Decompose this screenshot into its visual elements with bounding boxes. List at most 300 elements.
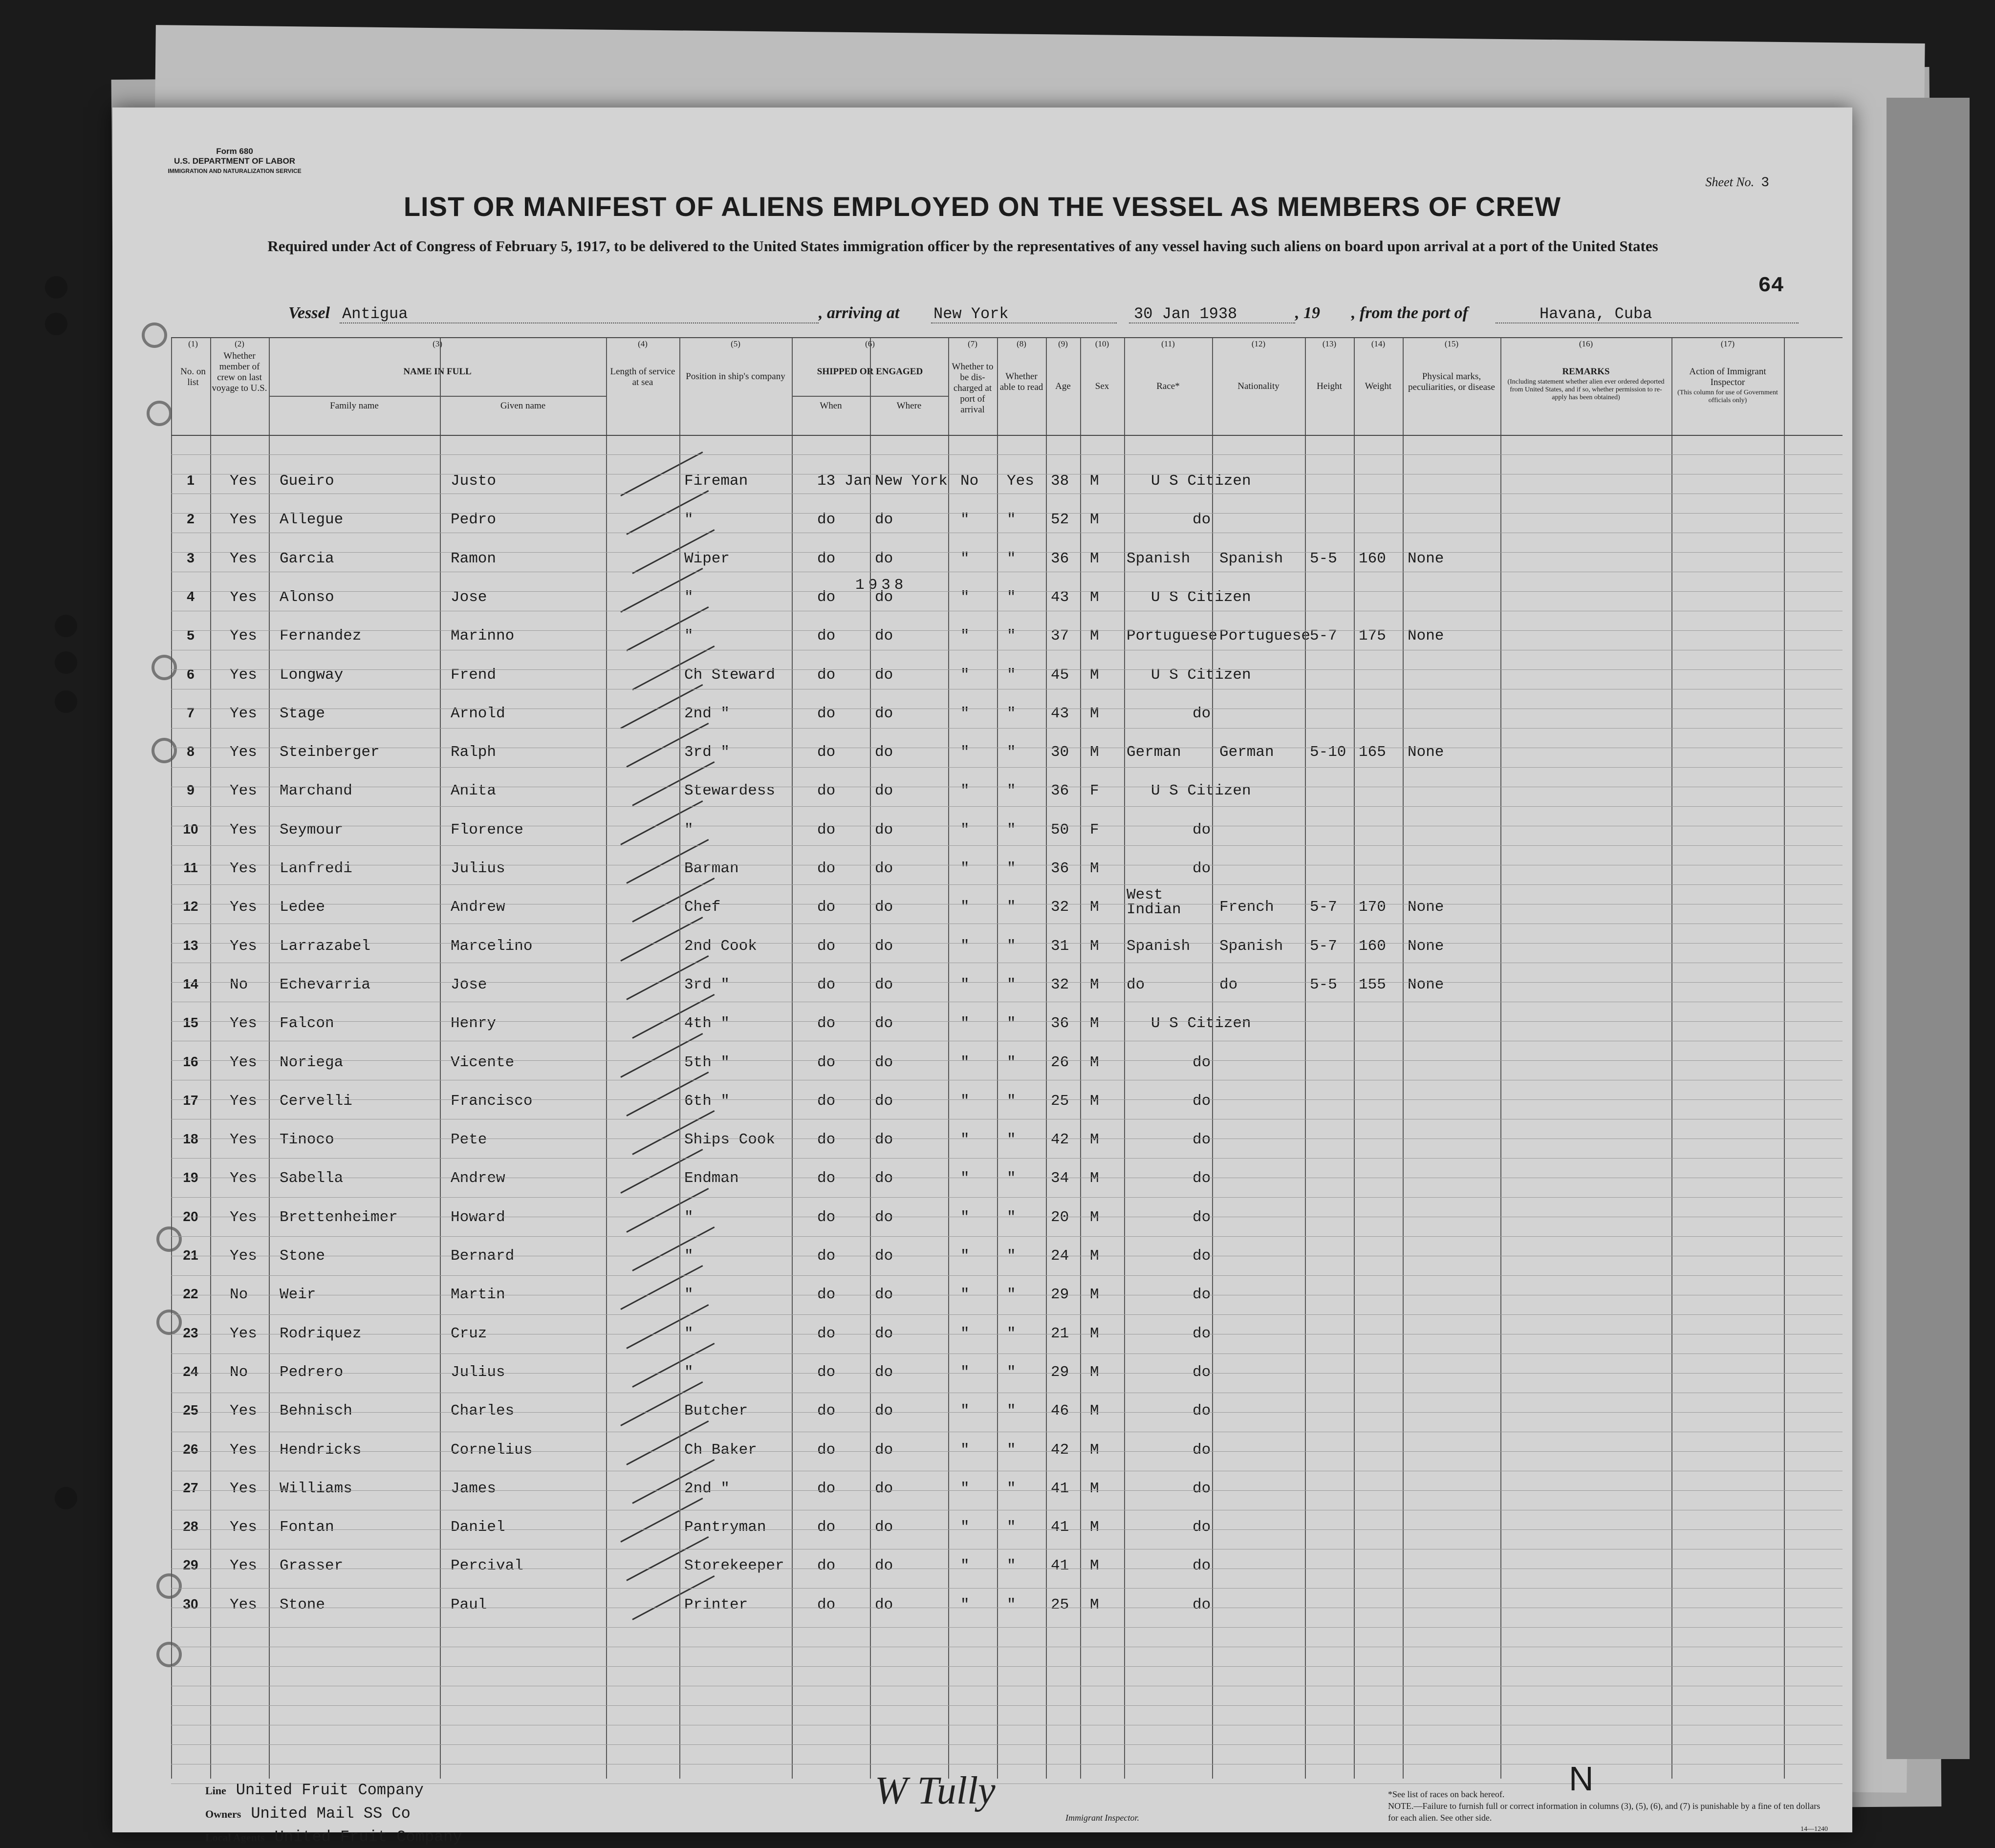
table-row bbox=[171, 1469, 1784, 1508]
cell-race: do bbox=[1193, 1519, 1211, 1536]
cell-family-name: Echevarria bbox=[280, 976, 371, 993]
cell-given-name: Arnold bbox=[451, 705, 505, 722]
cell-sex: M bbox=[1090, 705, 1099, 722]
table-column-rule bbox=[1784, 337, 1785, 1779]
cell-race: do bbox=[1193, 1247, 1211, 1265]
cell-age: 30 bbox=[1051, 744, 1069, 761]
cell-row-number: 29 bbox=[183, 1557, 198, 1573]
cell-shipped-where: do bbox=[875, 1441, 893, 1459]
table-row-rule bbox=[171, 845, 1843, 846]
table-row-rule bbox=[171, 591, 1843, 592]
cell-sex: M bbox=[1090, 860, 1099, 877]
table-row bbox=[171, 694, 1784, 733]
cell-sex: M bbox=[1090, 1170, 1099, 1187]
cell-given-name: Martin bbox=[451, 1286, 505, 1304]
cell-race: do bbox=[1193, 1363, 1211, 1381]
table-row-rule bbox=[171, 630, 1843, 631]
cell-row-number: 13 bbox=[183, 937, 198, 953]
cell-row-number: 30 bbox=[183, 1596, 198, 1612]
cell-family-name: Longway bbox=[280, 666, 344, 684]
cell-shipped-where: do bbox=[875, 1208, 893, 1226]
cell-sex: M bbox=[1090, 588, 1099, 606]
table-row bbox=[171, 1237, 1784, 1276]
cell-weight: 170 bbox=[1359, 899, 1386, 916]
cell-shipped-when: do bbox=[817, 976, 836, 993]
col-num: (12) bbox=[1251, 339, 1266, 348]
cell-sex: M bbox=[1090, 1596, 1099, 1613]
cell-discharged: " bbox=[960, 1519, 970, 1536]
cell-height: 5-7 bbox=[1310, 899, 1337, 916]
table-row bbox=[171, 966, 1784, 1005]
cell-shipped-where: do bbox=[875, 937, 893, 955]
table-row bbox=[171, 733, 1784, 772]
cell-sex: M bbox=[1090, 1402, 1099, 1420]
cell-age: 29 bbox=[1051, 1286, 1069, 1304]
cell-age: 50 bbox=[1051, 821, 1069, 838]
cell-shipped-where: do bbox=[875, 899, 893, 916]
table-row bbox=[171, 1120, 1784, 1160]
table-row-rule bbox=[171, 1666, 1843, 1667]
cell-row-number: 9 bbox=[187, 782, 195, 798]
cell-nationality: do bbox=[1219, 976, 1238, 993]
cell-sex: F bbox=[1090, 782, 1099, 800]
line-label: Line bbox=[205, 1784, 226, 1797]
binder-hole bbox=[45, 313, 67, 335]
manifest-page bbox=[112, 107, 1852, 1846]
cell-position: " bbox=[684, 1325, 694, 1342]
cell-age: 41 bbox=[1051, 1557, 1069, 1575]
cell-able-to-read: Yes bbox=[1007, 473, 1034, 490]
cell-shipped-where: do bbox=[875, 550, 893, 567]
cell-height: 5-5 bbox=[1310, 976, 1337, 993]
cell-shipped-where: do bbox=[875, 627, 893, 645]
cell-shipped-where: do bbox=[875, 1519, 893, 1536]
cell-last-voyage: Yes bbox=[230, 937, 257, 955]
cell-physical-marks: None bbox=[1408, 937, 1444, 955]
cell-age: 36 bbox=[1051, 782, 1069, 800]
cell-shipped-when: do bbox=[817, 1170, 836, 1187]
cell-shipped-when: do bbox=[817, 744, 836, 761]
cell-given-name: Paul bbox=[451, 1596, 487, 1613]
agents-label: Local Agents bbox=[205, 1831, 265, 1844]
cell-given-name: Andrew bbox=[451, 899, 505, 916]
binder-ring bbox=[147, 401, 172, 426]
fill-line bbox=[1129, 322, 1295, 323]
cell-given-name: Bernard bbox=[451, 1247, 515, 1265]
cell-able-to-read: " bbox=[1007, 1480, 1016, 1497]
cell-shipped-when: do bbox=[817, 511, 836, 529]
fill-line bbox=[1496, 322, 1799, 323]
table-row-rule bbox=[171, 884, 1843, 885]
cell-age: 25 bbox=[1051, 1596, 1069, 1613]
cell-discharged: " bbox=[960, 1015, 970, 1032]
cell-shipped-where: do bbox=[875, 1286, 893, 1304]
footer-owners bbox=[205, 1805, 411, 1823]
cell-family-name: Sabella bbox=[280, 1170, 344, 1187]
table-row-rule bbox=[171, 513, 1843, 514]
cell-age: 46 bbox=[1051, 1402, 1069, 1420]
col-num: (11) bbox=[1161, 339, 1175, 348]
cell-last-voyage: Yes bbox=[230, 860, 257, 877]
cell-age: 43 bbox=[1051, 588, 1069, 606]
cell-position: 2nd " bbox=[684, 705, 730, 722]
col-num: (17) bbox=[1720, 339, 1735, 348]
table-column-rule bbox=[1124, 337, 1125, 1779]
cell-sex: M bbox=[1090, 666, 1099, 684]
cell-shipped-where: do bbox=[875, 821, 893, 838]
cell-family-name: Stone bbox=[280, 1247, 325, 1265]
col-num: (4) bbox=[638, 339, 648, 348]
form-identifier bbox=[166, 147, 303, 176]
cell-position: 3rd " bbox=[684, 744, 730, 761]
cell-weight: 155 bbox=[1359, 976, 1386, 993]
cell-last-voyage: Yes bbox=[230, 1480, 257, 1497]
cell-sex: M bbox=[1090, 1325, 1099, 1342]
cell-discharged: " bbox=[960, 550, 970, 567]
cell-height: 5-7 bbox=[1310, 627, 1337, 645]
cell-row-number: 3 bbox=[187, 550, 195, 565]
cell-able-to-read: " bbox=[1007, 1286, 1016, 1304]
print-code: 14—1240 bbox=[1800, 1826, 1828, 1833]
cell-shipped-when: do bbox=[817, 588, 836, 606]
cell-shipped-where: do bbox=[875, 705, 893, 722]
cell-sex: M bbox=[1090, 1247, 1099, 1265]
table-column-rule bbox=[679, 337, 680, 1779]
cell-last-voyage: Yes bbox=[230, 511, 257, 529]
service-name: IMMIGRATION AND NATURALIZATION SERVICE bbox=[168, 168, 302, 174]
cell-discharged: " bbox=[960, 666, 970, 684]
cell-shipped-when: do bbox=[817, 1402, 836, 1420]
cell-family-name: Stone bbox=[280, 1596, 325, 1613]
cell-sex: M bbox=[1090, 1441, 1099, 1459]
cell-age: 42 bbox=[1051, 1131, 1069, 1149]
table-column-rule bbox=[870, 337, 871, 1779]
table-row bbox=[171, 1353, 1784, 1392]
cell-discharged: " bbox=[960, 1131, 970, 1149]
cell-sex: M bbox=[1090, 1131, 1099, 1149]
cell-shipped-where: do bbox=[875, 860, 893, 877]
owners-value: United Mail SS Co bbox=[251, 1805, 411, 1823]
cell-row-number: 14 bbox=[183, 976, 198, 991]
cell-row-number: 28 bbox=[183, 1519, 198, 1534]
cell-shipped-when: do bbox=[817, 1015, 836, 1032]
cell-shipped-when: 13 Jan bbox=[817, 473, 872, 490]
cell-race: do bbox=[1193, 1441, 1211, 1459]
cell-row-number: 12 bbox=[183, 899, 198, 914]
cell-position: 5th " bbox=[684, 1053, 730, 1071]
cell-age: 38 bbox=[1051, 473, 1069, 490]
document-title: LIST OR MANIFEST OF ALIENS EMPLOYED ON THE VESSEL AS MEMBERS OF CREW bbox=[403, 191, 1561, 222]
table-row-rule bbox=[171, 454, 1843, 455]
cell-discharged: " bbox=[960, 1092, 970, 1110]
col-header-race: Race* bbox=[1156, 381, 1180, 391]
cell-height: 5-7 bbox=[1310, 937, 1337, 955]
cell-weight: 175 bbox=[1359, 627, 1386, 645]
cell-sex: M bbox=[1090, 1519, 1099, 1536]
cell-family-name: Stage bbox=[280, 705, 325, 722]
cell-age: 20 bbox=[1051, 1208, 1069, 1226]
table-column-rule bbox=[269, 337, 270, 1779]
cell-age: 32 bbox=[1051, 976, 1069, 993]
cell-row-number: 10 bbox=[183, 821, 198, 837]
cell-given-name: Francisco bbox=[451, 1092, 533, 1110]
cell-able-to-read: " bbox=[1007, 666, 1016, 684]
cell-position: Ch Steward bbox=[684, 666, 776, 684]
cell-shipped-when: do bbox=[817, 1208, 836, 1226]
cell-family-name: Larrazabel bbox=[280, 937, 371, 955]
cell-race: U S Citizen bbox=[1151, 782, 1251, 800]
cell-able-to-read: " bbox=[1007, 550, 1016, 567]
cell-shipped-where: do bbox=[875, 1170, 893, 1187]
cell-age: 52 bbox=[1051, 511, 1069, 529]
cell-nationality: Portuguese bbox=[1219, 627, 1311, 645]
cell-race: West Indian bbox=[1127, 886, 1181, 919]
cell-able-to-read: " bbox=[1007, 1596, 1016, 1613]
voyage-line bbox=[288, 304, 1745, 323]
table-row bbox=[171, 888, 1784, 927]
cell-able-to-read: " bbox=[1007, 744, 1016, 761]
cell-row-number: 20 bbox=[183, 1208, 198, 1224]
cell-shipped-when: do bbox=[817, 1286, 836, 1304]
cell-row-number: 11 bbox=[183, 860, 198, 875]
cell-able-to-read: " bbox=[1007, 1131, 1016, 1149]
table-column-rule bbox=[1305, 337, 1306, 1779]
cell-age: 24 bbox=[1051, 1247, 1069, 1265]
cell-age: 37 bbox=[1051, 627, 1069, 645]
col-header-when: When bbox=[820, 401, 842, 411]
table-row bbox=[171, 927, 1784, 966]
cell-able-to-read: " bbox=[1007, 1015, 1016, 1032]
table-column-rule bbox=[1403, 337, 1404, 1779]
cell-shipped-where: do bbox=[875, 1596, 893, 1613]
col-header-action-note: (This column for use of Government officials only) bbox=[1677, 389, 1778, 404]
table-column-rule bbox=[792, 337, 793, 1779]
cell-discharged: " bbox=[960, 1441, 970, 1459]
cell-shipped-where: do bbox=[875, 1363, 893, 1381]
cell-row-number: 1 bbox=[187, 473, 195, 488]
cell-last-voyage: Yes bbox=[230, 744, 257, 761]
cell-race: do bbox=[1193, 1092, 1211, 1110]
cell-shipped-where: do bbox=[875, 1247, 893, 1265]
col-num: (7) bbox=[968, 339, 977, 348]
binder-hole bbox=[55, 1487, 77, 1509]
col-num: (9) bbox=[1058, 339, 1068, 348]
cell-last-voyage: Yes bbox=[230, 550, 257, 567]
cell-able-to-read: " bbox=[1007, 1170, 1016, 1187]
cell-sex: M bbox=[1090, 1015, 1099, 1032]
cell-last-voyage: Yes bbox=[230, 821, 257, 838]
cell-race: U S Citizen bbox=[1151, 666, 1251, 684]
cell-family-name: Gueiro bbox=[280, 473, 334, 490]
cell-race: do bbox=[1193, 821, 1211, 838]
cell-discharged: " bbox=[960, 705, 970, 722]
cell-shipped-when: do bbox=[817, 1092, 836, 1110]
cell-last-voyage: Yes bbox=[230, 782, 257, 800]
cell-family-name: Tinoco bbox=[280, 1131, 334, 1149]
cell-discharged: " bbox=[960, 588, 970, 606]
cell-able-to-read: " bbox=[1007, 1053, 1016, 1071]
cell-discharged: " bbox=[960, 976, 970, 993]
cell-shipped-when: do bbox=[817, 1325, 836, 1342]
cell-last-voyage: Yes bbox=[230, 899, 257, 916]
cell-last-voyage: Yes bbox=[230, 1053, 257, 1071]
cell-sex: M bbox=[1090, 627, 1099, 645]
col-num: (14) bbox=[1371, 339, 1386, 348]
cell-discharged: " bbox=[960, 1053, 970, 1071]
cell-age: 45 bbox=[1051, 666, 1069, 684]
cell-age: 42 bbox=[1051, 1441, 1069, 1459]
cell-discharged: " bbox=[960, 1325, 970, 1342]
table-row-rule bbox=[171, 1021, 1843, 1022]
cell-given-name: Anita bbox=[451, 782, 497, 800]
table-top-rule bbox=[171, 337, 1843, 338]
cell-discharged: " bbox=[960, 1363, 970, 1381]
subheader-rule bbox=[269, 396, 606, 397]
cell-given-name: Marinno bbox=[451, 627, 515, 645]
cell-able-to-read: " bbox=[1007, 937, 1016, 955]
cell-weight: 165 bbox=[1359, 744, 1386, 761]
cell-sex: M bbox=[1090, 1053, 1099, 1071]
col-num: (8) bbox=[1017, 339, 1026, 348]
table-column-rule bbox=[606, 337, 607, 1779]
col-header-action: Action of Immigrant Inspector bbox=[1689, 366, 1766, 387]
table-row bbox=[171, 1082, 1784, 1121]
cell-sex: M bbox=[1090, 1286, 1099, 1304]
cell-race: do bbox=[1193, 511, 1211, 529]
race-note: *See list of races on back hereof. bbox=[1388, 1789, 1505, 1799]
cell-discharged: " bbox=[960, 511, 970, 529]
page-number: 64 bbox=[1758, 274, 1784, 298]
cell-sex: M bbox=[1090, 976, 1099, 993]
owners-label: Owners bbox=[205, 1808, 241, 1820]
cell-race: do bbox=[1193, 1325, 1211, 1342]
cell-family-name: Alonso bbox=[280, 588, 334, 606]
col-header-family-name: Family name bbox=[330, 401, 379, 411]
cell-family-name: Allegue bbox=[280, 511, 344, 529]
cell-race: Spanish bbox=[1127, 550, 1191, 567]
cell-position: Butcher bbox=[684, 1402, 748, 1420]
cell-family-name: Hendricks bbox=[280, 1441, 362, 1459]
table-row bbox=[171, 539, 1784, 579]
cell-given-name: Pedro bbox=[451, 511, 497, 529]
cell-sex: M bbox=[1090, 1480, 1099, 1497]
table-column-rule bbox=[1354, 337, 1355, 1779]
cell-able-to-read: " bbox=[1007, 899, 1016, 916]
cell-race: U S Citizen bbox=[1151, 588, 1251, 606]
table-column-rule bbox=[997, 337, 998, 1779]
table-row bbox=[171, 811, 1784, 850]
cell-able-to-read: " bbox=[1007, 860, 1016, 877]
cell-shipped-when: do bbox=[817, 860, 836, 877]
cell-nationality: Spanish bbox=[1219, 937, 1283, 955]
cell-race: do bbox=[1193, 1480, 1211, 1497]
cell-race: do bbox=[1193, 1053, 1211, 1071]
cell-sex: M bbox=[1090, 1363, 1099, 1381]
cell-given-name: Jose bbox=[451, 588, 487, 606]
table-row bbox=[171, 1586, 1784, 1625]
cell-given-name: Henry bbox=[451, 1015, 497, 1032]
cell-row-number: 17 bbox=[183, 1092, 198, 1108]
arrival-date: 30 Jan 1938 bbox=[1134, 305, 1237, 323]
cell-shipped-when: do bbox=[817, 1557, 836, 1575]
cell-position: Storekeeper bbox=[684, 1557, 784, 1575]
col-num: (3) bbox=[433, 339, 442, 348]
cell-age: 41 bbox=[1051, 1480, 1069, 1497]
cell-race: U S Citizen bbox=[1151, 473, 1251, 490]
cell-sex: M bbox=[1090, 511, 1099, 529]
cell-weight: 160 bbox=[1359, 550, 1386, 567]
cell-given-name: Florence bbox=[451, 821, 523, 838]
cell-shipped-when: do bbox=[817, 1131, 836, 1149]
document-subtitle: Required under Act of Congress of February 5, 1917, to be delivered to the United States immigration officer by the representatives of any vessel having such aliens on board upon arrival at a port of the United States bbox=[267, 237, 1658, 255]
cell-able-to-read: " bbox=[1007, 627, 1016, 645]
col-header-discharged: Whether to be dis-charged at port of arrival bbox=[952, 362, 994, 415]
table-row-rule bbox=[171, 1627, 1843, 1628]
cell-able-to-read: " bbox=[1007, 1247, 1016, 1265]
cell-physical-marks: None bbox=[1408, 976, 1444, 993]
cell-family-name: Cervelli bbox=[280, 1092, 352, 1110]
col-header-remarks-note: (Including statement whether alien ever ordered deported from United States, and if so, whether permission to re-apply has been obtained) bbox=[1507, 378, 1665, 401]
cell-family-name: Lanfredi bbox=[280, 860, 352, 877]
col-header-length-service: Length of service at sea bbox=[610, 366, 675, 387]
table-row-rule bbox=[171, 1197, 1843, 1198]
table-row-rule bbox=[171, 1529, 1843, 1530]
cell-shipped-where: do bbox=[875, 1557, 893, 1575]
cell-race: do bbox=[1193, 1131, 1211, 1149]
cell-shipped-when: do bbox=[817, 1519, 836, 1536]
cell-sex: M bbox=[1090, 1092, 1099, 1110]
cell-family-name: Steinberger bbox=[280, 744, 380, 761]
cell-family-name: Garcia bbox=[280, 550, 334, 567]
cell-able-to-read: " bbox=[1007, 1092, 1016, 1110]
cell-discharged: " bbox=[960, 1480, 970, 1497]
cell-able-to-read: " bbox=[1007, 821, 1016, 838]
table-column-rule bbox=[171, 337, 172, 1779]
cell-able-to-read: " bbox=[1007, 588, 1016, 606]
table-row bbox=[171, 1043, 1784, 1082]
cell-position: Ships Cook bbox=[684, 1131, 776, 1149]
arrival-port: New York bbox=[933, 305, 1009, 323]
table-row-rule bbox=[171, 943, 1843, 944]
cell-row-number: 7 bbox=[187, 705, 195, 720]
cell-shipped-where: do bbox=[875, 744, 893, 761]
cell-given-name: Cornelius bbox=[451, 1441, 533, 1459]
table-column-rule bbox=[1212, 337, 1213, 1779]
cell-given-name: Daniel bbox=[451, 1519, 505, 1536]
table-row-rule bbox=[171, 1412, 1843, 1413]
table-row-rule bbox=[171, 1705, 1843, 1706]
table-row bbox=[171, 772, 1784, 811]
cell-race: do bbox=[1193, 705, 1211, 722]
cell-position: 4th " bbox=[684, 1015, 730, 1032]
cell-sex: M bbox=[1090, 550, 1099, 567]
penalty-note: NOTE.—Failure to furnish full or correct information in columns (3), (5), (6), and (7) is punishable by a fine of ten dollars for each alien. See other side. bbox=[1388, 1801, 1821, 1823]
cell-able-to-read: " bbox=[1007, 1402, 1016, 1420]
cell-discharged: " bbox=[960, 1208, 970, 1226]
footer-agents bbox=[205, 1828, 462, 1846]
cell-able-to-read: " bbox=[1007, 976, 1016, 993]
cell-shipped-when: do bbox=[817, 1480, 836, 1497]
arriving-label: , arriving at bbox=[819, 304, 900, 322]
cell-nationality: Spanish bbox=[1219, 550, 1283, 567]
col-header-nationality: Nationality bbox=[1237, 381, 1279, 391]
cell-given-name: Cruz bbox=[451, 1325, 487, 1342]
fill-line bbox=[931, 322, 1117, 323]
cell-position: Pantryman bbox=[684, 1519, 766, 1536]
cell-row-number: 24 bbox=[183, 1363, 198, 1379]
cell-race: do bbox=[1193, 1208, 1211, 1226]
cell-physical-marks: None bbox=[1408, 744, 1444, 761]
